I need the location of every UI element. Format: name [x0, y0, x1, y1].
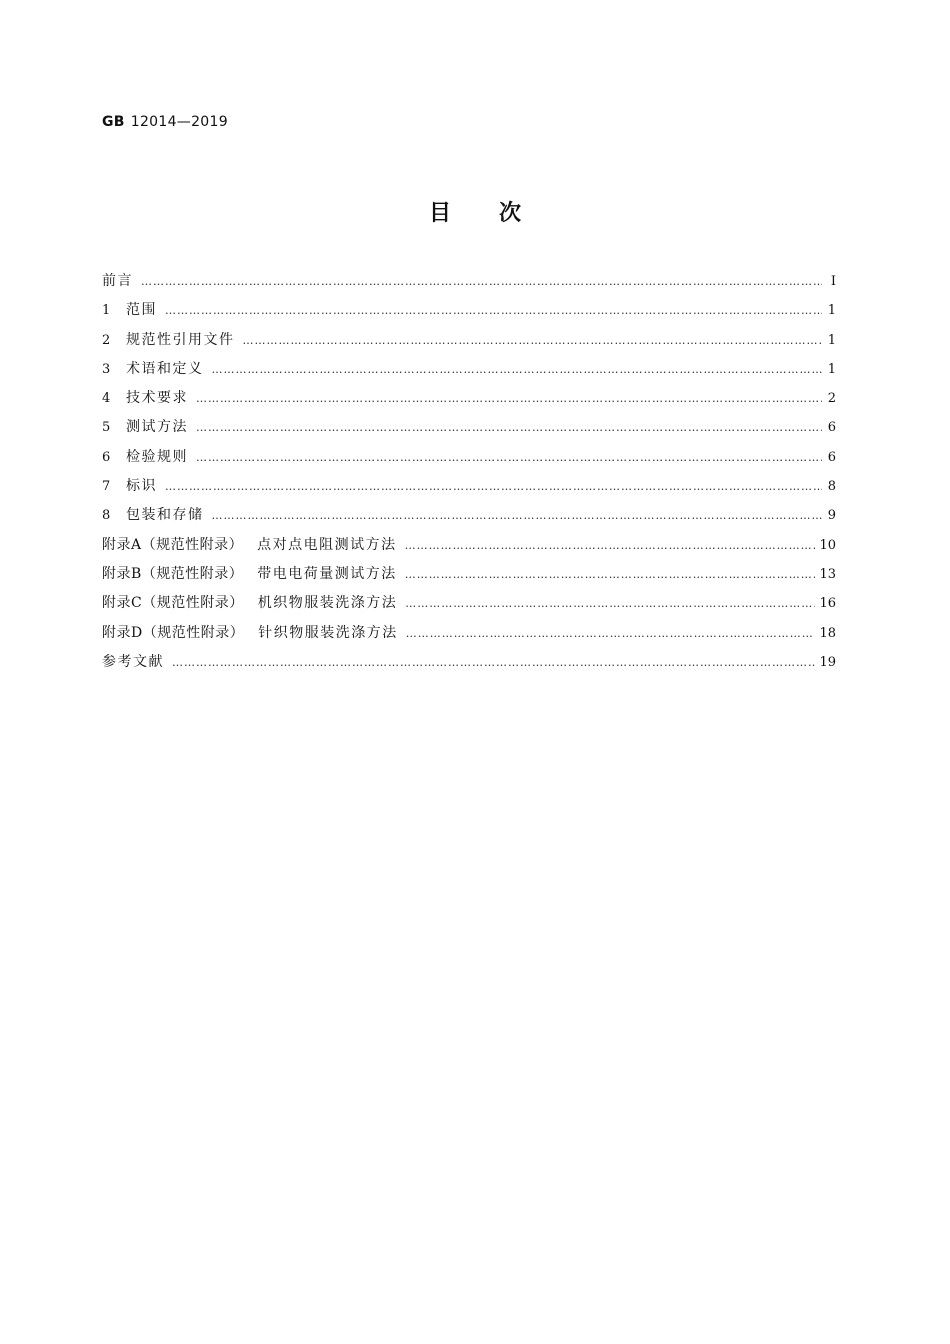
toc-entry-label: 前言 [102, 273, 133, 289]
toc-entry[interactable] [102, 592, 836, 621]
toc-dot-leader [243, 334, 823, 347]
toc-entry-appendix-prefix: 附录A（规范性附录） [102, 536, 244, 553]
toc-entry[interactable] [102, 563, 836, 592]
toc-dot-leader [405, 539, 816, 552]
toc-entry-number: 6 [102, 449, 111, 465]
toc-entry-label: 点对点电阻测试方法 [257, 536, 397, 553]
toc-entry-label: 技术要求 [126, 390, 188, 407]
toc-entry-label: 检验规则 [126, 448, 188, 465]
toc-entry[interactable] [102, 651, 836, 680]
toc-entry-number: 1 [102, 303, 111, 319]
toc-entry[interactable] [102, 270, 836, 299]
toc-dot-leader [165, 304, 822, 317]
toc-entry-label: 范围 [126, 302, 157, 319]
toc-entry-page-number: 19 [819, 654, 836, 670]
toc-entry-page-number: 2 [827, 391, 836, 407]
toc-entry[interactable] [102, 504, 836, 533]
toc-entry-appendix-prefix: 附录B（规范性附录） [102, 565, 244, 582]
toc-entry-page-number: 1 [827, 332, 836, 348]
toc-entry-label: 机织物服装洗涤方法 [257, 595, 398, 612]
toc-dot-leader [405, 597, 815, 610]
toc-entry-number: 8 [102, 508, 111, 524]
standard-prefix: GB [102, 114, 125, 130]
toc-entry-page-number: 6 [827, 420, 836, 436]
toc-entry-label: 规范性引用文件 [126, 331, 235, 348]
toc-entry-label: 测试方法 [126, 419, 188, 436]
toc-entry-page-number: 18 [819, 625, 836, 641]
toc-entry-page-number: 6 [827, 449, 836, 465]
toc-entry-label: 带电电荷量测试方法 [257, 565, 397, 582]
toc-entry[interactable] [102, 446, 836, 475]
toc-entry-label: 针织物服装洗涤方法 [258, 624, 398, 641]
toc-dot-leader [212, 509, 823, 522]
toc-entry[interactable] [102, 534, 836, 563]
toc-entry[interactable] [102, 475, 836, 504]
toc-entry-number: 2 [102, 332, 111, 348]
toc-entry-label: 参考文献 [102, 653, 164, 670]
toc-entry-page-number: 1 [827, 303, 836, 319]
toc-dot-leader [172, 656, 815, 669]
toc-dot-leader [196, 392, 822, 405]
toc-entry-label: 术语和定义 [126, 360, 204, 377]
toc-entry-page-number: 8 [827, 479, 836, 495]
standard-header [102, 114, 228, 130]
toc-dot-leader [406, 627, 816, 640]
toc-entry-label: 标识 [126, 478, 157, 495]
toc-dot-leader [141, 275, 822, 288]
toc-entry-page-number: 16 [819, 596, 836, 612]
toc-dot-leader [196, 451, 822, 464]
toc-entry[interactable] [102, 387, 836, 416]
toc-entry[interactable] [102, 416, 836, 445]
toc-entry-page-number: 13 [819, 566, 836, 582]
toc-entry-appendix-prefix: 附录D（规范性附录） [102, 624, 245, 641]
toc-entry-page-number: Ⅰ [830, 274, 836, 289]
toc-entry-appendix-prefix: 附录C（规范性附录） [102, 595, 244, 612]
toc-entry-page-number: 1 [827, 361, 836, 377]
table-of-contents [102, 270, 836, 680]
standard-number: 12014—2019 [130, 114, 228, 130]
toc-entry[interactable] [102, 299, 836, 328]
toc-dot-leader [165, 480, 822, 493]
toc-dot-leader [212, 363, 823, 376]
toc-entry-number: 3 [102, 361, 111, 377]
toc-entry-number: 7 [102, 479, 111, 495]
toc-dot-leader [405, 568, 816, 581]
toc-entry-label: 包装和存储 [126, 507, 204, 524]
page-title: 目次 [428, 201, 569, 226]
toc-entry[interactable] [102, 358, 836, 387]
toc-entry-page-number: 9 [827, 508, 836, 524]
toc-entry-number: 5 [102, 420, 111, 436]
toc-entry-number: 4 [102, 391, 111, 407]
toc-dot-leader [196, 421, 822, 434]
toc-entry-page-number: 10 [819, 537, 836, 553]
toc-entry[interactable] [102, 329, 836, 358]
toc-entry[interactable] [102, 622, 836, 651]
